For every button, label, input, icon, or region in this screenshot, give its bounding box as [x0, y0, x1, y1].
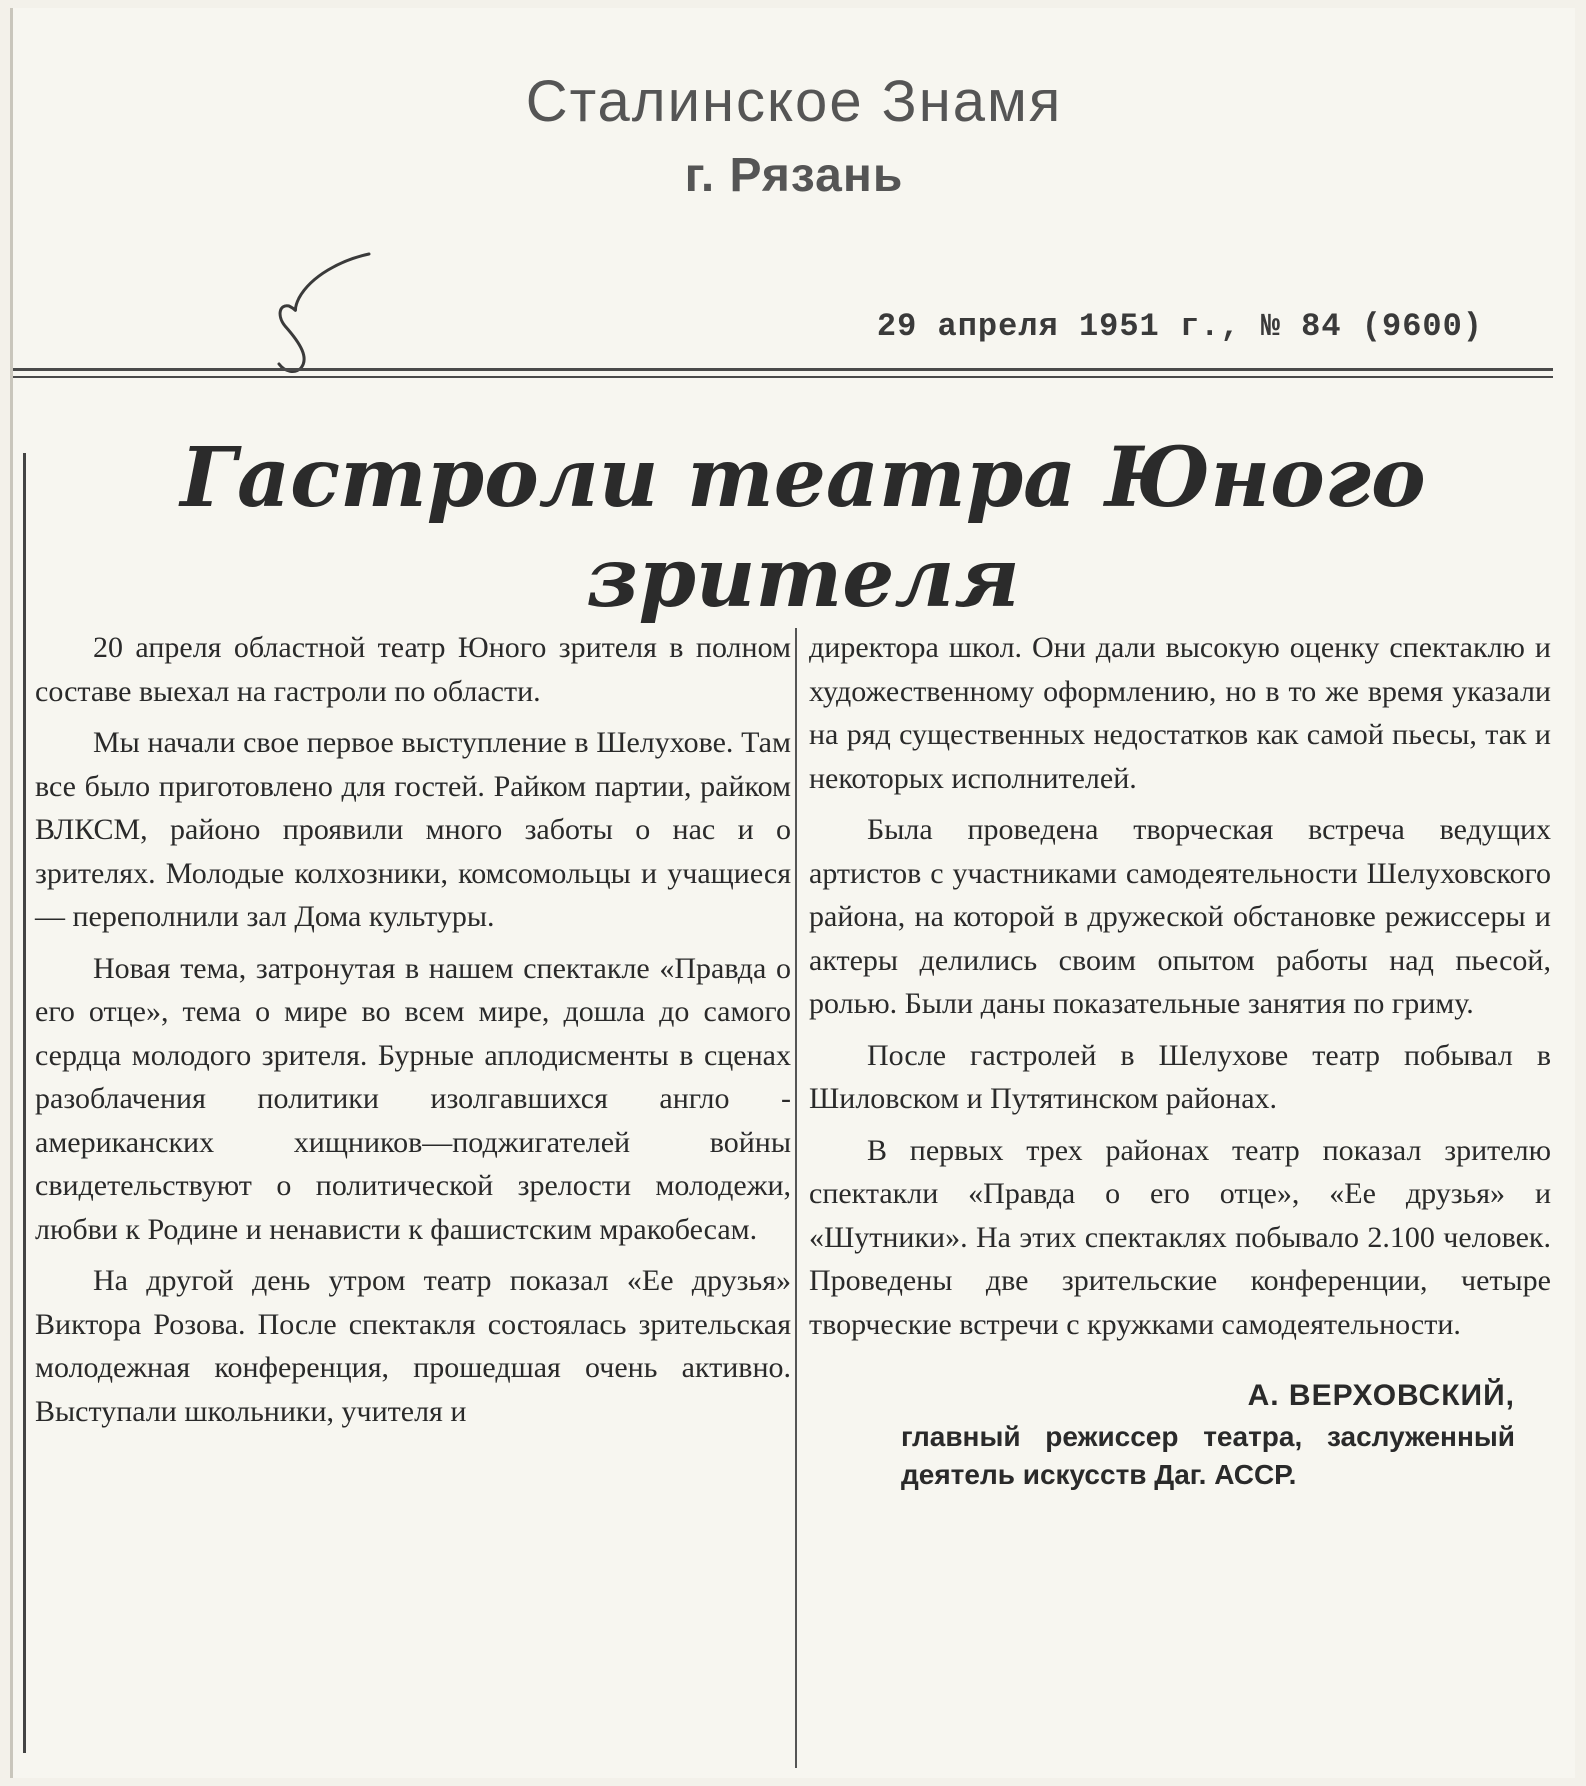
- author-name: А. ВЕРХОВСКИЙ,: [1247, 1379, 1515, 1412]
- article-column-left: [35, 626, 791, 1441]
- paragraph: Новая тема, затронутая в нашем спектакле «Правда о его отце», тема о мире во всем мире, дошла до самого сердца молодого зрителя. Бурные аплодисменты в сценах разоблачения политики изолгавшихся англо - американских хищников—поджигателей войны свидетельствуют о политической зрелости молодежи, любви к Родине и ненависти к фашистским мракобесам.: [35, 951, 791, 1246]
- author-signature: [809, 1374, 1551, 1494]
- paragraph: 20 апреля областной театр Юного зрителя в полном составе выехал на гастроли по области.: [35, 631, 791, 708]
- paragraph: В первых трех районах театр показал зрителю спектакли «Правда о его отце», «Ее друзья» и «Шутники». На этих спектаклях побывало 2.100 человек. Проведены две зрительские конференции, четыре творческие встречи с кружками самодеятельности.: [809, 1133, 1551, 1341]
- handwritten-mark: [271, 246, 381, 376]
- column-divider: [795, 628, 797, 1768]
- paragraph: На другой день утром театр показал «Ее друзья» Виктора Розова. После спектакля состоялась зрительская молодежная конференция, прошедшая очень активно. Выступали школьники, учителя и: [35, 1264, 791, 1428]
- header-rule: [13, 368, 1553, 371]
- article-headline: Гастроли театра Юного зрителя: [180, 430, 1426, 626]
- issue-date-number: 29 апреля 1951 г., № 84 (9600): [876, 308, 1483, 345]
- paragraph: директора школ. Они дали высокую оценку спектаклю и художественному оформлению, но в то же время указали на ряд существенных недостатков как самой пьесы, так и некоторых исполнителей.: [809, 631, 1551, 795]
- newspaper-title-stamp: Сталинское Знамя: [525, 69, 1063, 134]
- newspaper-clipping: [10, 8, 1575, 1778]
- article-left-border: [23, 453, 26, 1753]
- paragraph: Мы начали свое первое выступление в Шелухове. Там все было приготовлено для гостей. Райком партии, райком ВЛКСМ, районо проявили много заботы о нас и о зрителях. Молодые колхозники, комсомольцы и учащиеся — переполнили зал Дома культуры.: [35, 726, 791, 933]
- paragraph: Была проведена творческая встреча ведущих артистов с участниками самодеятельности Шелуховского района, на которой в дружеской обстановке режиссеры и актеры делились своим опытом работы над пьесой, ролью. Были даны показательные занятия по гриму.: [809, 813, 1551, 1020]
- paragraph: После гастролей в Шелухове театр побывал в Шиловском и Путятинском районах.: [809, 1038, 1551, 1115]
- article-column-right: [809, 626, 1551, 1494]
- city-stamp: г. Рязань: [684, 149, 904, 202]
- header-rule-secondary: [13, 376, 1553, 378]
- author-title: главный режиссер театра, заслуженный деятель искусств Даг. АССР.: [901, 1420, 1515, 1490]
